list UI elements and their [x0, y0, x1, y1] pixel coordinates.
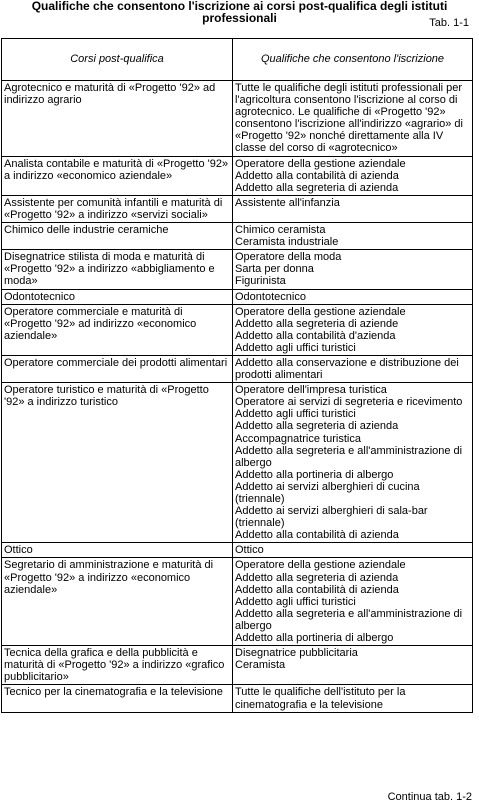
- qualifications-cell: [233, 355, 473, 382]
- qualifications-cell: [233, 223, 473, 250]
- qualification-item: Addetto agli uffici turistici: [235, 408, 356, 421]
- qualifications-cell: [233, 195, 473, 222]
- column-header-qualifications: Qualifiche che consentono l'iscrizione: [233, 39, 473, 81]
- qualification-item: Odontotecnico: [235, 290, 306, 303]
- column-header-courses: Corsi post-qualifica: [2, 39, 233, 81]
- qualification-item: Figurinista: [235, 275, 286, 288]
- table-row: [2, 156, 473, 195]
- qualifications-cell: [233, 289, 473, 304]
- table-row: [2, 304, 473, 355]
- qualification-item: Accompagnatrice turistica: [235, 432, 361, 445]
- qualification-item: Operatore della gestione aziendale: [235, 305, 406, 318]
- table-header-row: [2, 39, 473, 81]
- qualification-item: Addetto agli uffici turistici: [235, 595, 356, 608]
- qualification-item: Addetto alla contabilità di azienda: [235, 529, 399, 542]
- table-row: [2, 223, 473, 250]
- qualification-item: Addetto alla conservazione e distribuzione dei prodotti alimentari: [235, 356, 459, 382]
- qualification-item: Addetto ai servizi alberghieri di sala-bar (triennale): [235, 505, 428, 530]
- course-cell: Operatore turistico e maturità di «Progetto '92» a indirizzo turistico: [2, 383, 233, 543]
- qualification-item: Addetto alla portineria di albergo: [235, 468, 394, 481]
- qualification-item: Tutte le qualifiche degli istituti professionali per l'agricoltura consentono l'iscrizione al corso di agrotecnico. Le qualifiche di «Progetto '92» consentono l'iscrizione all'indirizzo «agrario» di «Progetto '92» nonché direttamente alla IV classe del corso di «agrotecnico»: [235, 82, 463, 155]
- qualification-item: Sarta per donna: [235, 263, 314, 276]
- qualification-item: Addetto agli uffici turistici: [235, 341, 356, 354]
- qualification-item: Ottico: [235, 544, 264, 557]
- table-row: [2, 195, 473, 222]
- qualifications-cell: [233, 383, 473, 543]
- course-cell: Operatore commerciale e maturità di «Progetto '92» ad indirizzo «economico aziendale»: [2, 304, 233, 355]
- qualification-item: Operatore dell'impresa turistica: [235, 384, 387, 397]
- qualification-item: Disegnatrice pubblicitaria: [235, 647, 358, 660]
- course-cell: Operatore commerciale dei prodotti alimentari: [2, 355, 233, 382]
- course-cell: Segretario di amministrazione e maturità di «Progetto '92» a indirizzo «economico aziendale»: [2, 558, 233, 646]
- qualifications-cell: [233, 156, 473, 195]
- qualifications-cell: [233, 250, 473, 289]
- course-cell: Analista contabile e maturità di «Progetto '92» a indirizzo «economico aziendale»: [2, 156, 233, 195]
- qualification-item: Addetto alla portineria di albergo: [235, 632, 394, 645]
- qualification-item: Operatore ai servizi di segreteria e ricevimento: [235, 396, 463, 409]
- course-cell: Odontotecnico: [2, 289, 233, 304]
- qualification-item: Addetto alla segreteria di aziende: [235, 317, 399, 330]
- qualification-item: Operatore della moda: [235, 251, 342, 264]
- course-cell: Assistente per comunità infantili e maturità di «Progetto '92» a indirizzo «servizi sociali»: [2, 195, 233, 222]
- table-number: Tab. 1-1: [429, 17, 469, 29]
- qualifications-cell: [233, 685, 473, 712]
- qualification-item: Addetto alla contabilità di azienda: [235, 583, 399, 596]
- qualification-item: Ceramista industriale: [235, 236, 339, 249]
- table-row: [2, 81, 473, 157]
- qualification-item: Addetto alla segreteria e all'amministrazione di albergo: [235, 607, 463, 632]
- course-cell: Tecnico per la cinematografia e la televisione: [2, 685, 233, 712]
- qualification-item: Addetto alla segreteria e all'amministrazione di albergo: [235, 444, 463, 469]
- qualification-item: Operatore della gestione aziendale: [235, 559, 406, 572]
- qualification-item: Addetto alla segreteria di azienda: [235, 571, 399, 584]
- qualifications-table: [1, 38, 473, 713]
- course-cell: Ottico: [2, 543, 233, 558]
- table-row: [2, 685, 473, 712]
- table-row: [2, 543, 473, 558]
- continuation-note: Continua tab. 1-2: [387, 791, 472, 803]
- table-row: [2, 289, 473, 304]
- qualification-item: Addetto alla contabilità d'azienda: [235, 329, 396, 342]
- qualification-item: Addetto alla segreteria di azienda: [235, 420, 399, 433]
- table-row: [2, 558, 473, 646]
- qualifications-cell: [233, 646, 473, 685]
- qualifications-cell: [233, 543, 473, 558]
- table-row: [2, 355, 473, 382]
- qualifications-cell: [233, 558, 473, 646]
- qualification-item: Chimico ceramista: [235, 224, 326, 237]
- course-cell: Tecnica della grafica e della pubblicità e maturità di «Progetto '92» a indirizzo «grafico pubblicitario»: [2, 646, 233, 685]
- table-row: [2, 250, 473, 289]
- qualification-item: Addetto ai servizi alberghieri di cucina (triennale): [235, 480, 420, 505]
- qualifications-cell: [233, 304, 473, 355]
- qualification-item: Ceramista: [235, 659, 286, 672]
- qualification-item: Operatore della gestione aziendale: [235, 157, 406, 170]
- qualification-item: Addetto alla segreteria di azienda: [235, 181, 399, 194]
- document-title: Qualifiche che consentono l'iscrizione ai corsi post-qualifica degli istituti professionali: [31, 0, 448, 25]
- course-cell: Disegnatrice stilista di moda e maturità di «Progetto '92» a indirizzo «abbigliamento e moda»: [2, 250, 233, 289]
- table-row: [2, 383, 473, 543]
- qualification-item: Assistente all'infanzia: [235, 196, 340, 209]
- qualification-item: Addetto alla contabilità di azienda: [235, 169, 399, 182]
- course-cell: Agrotecnico e maturità di «Progetto '92» ad indirizzo agrario: [2, 81, 233, 157]
- course-cell: Chimico delle industrie ceramiche: [2, 223, 233, 250]
- qualifications-cell: [233, 81, 473, 157]
- table-row: [2, 646, 473, 685]
- qualification-item: Tutte le qualifiche dell'istituto per la cinematografia e la televisione: [235, 686, 406, 711]
